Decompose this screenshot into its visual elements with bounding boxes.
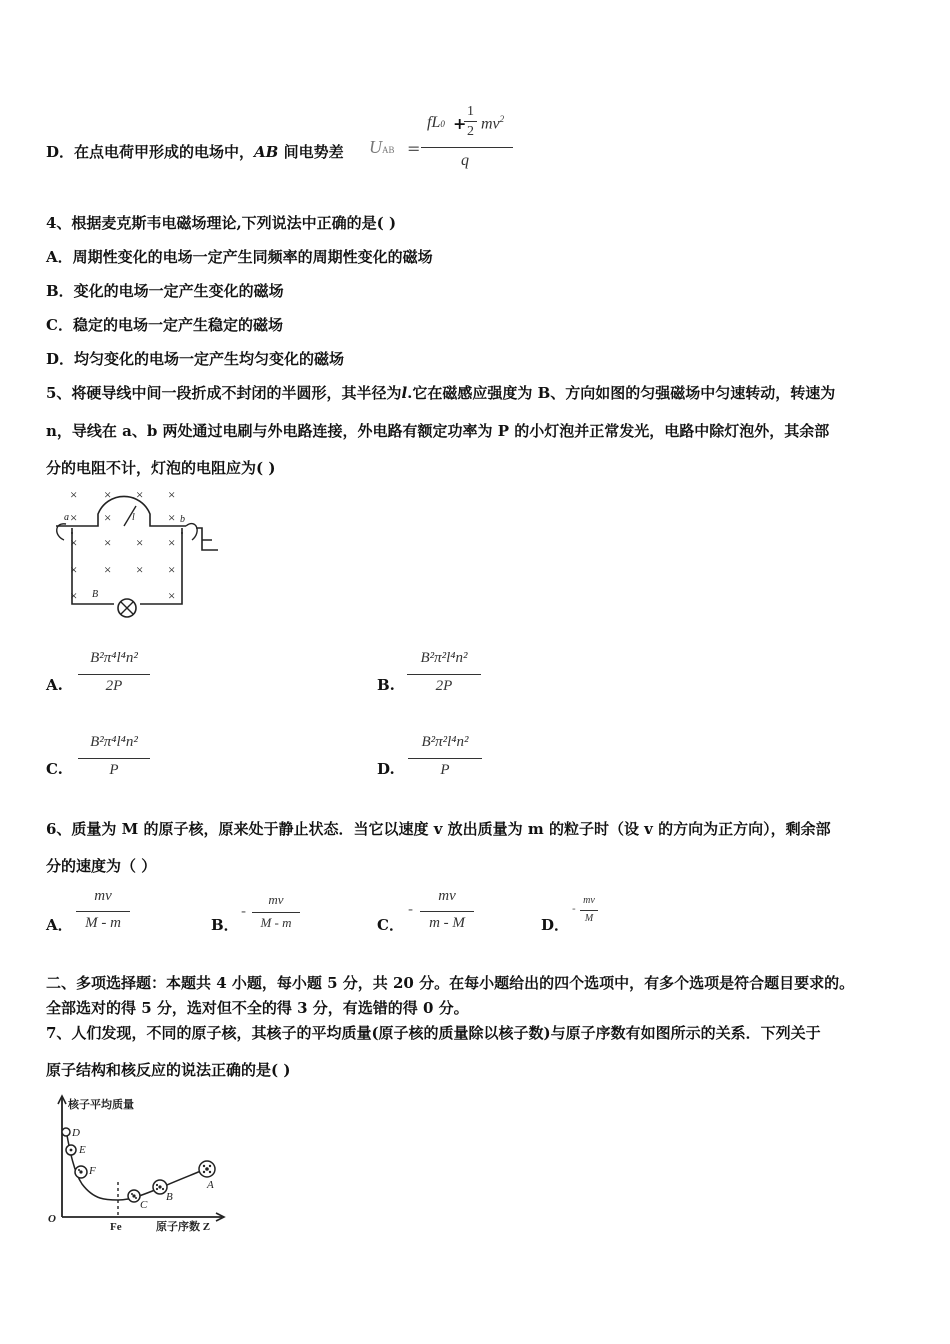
q7-point-d <box>62 1128 70 1136</box>
q5-option-a-den: 2P <box>105 678 123 694</box>
q6-option-a-fraction <box>76 888 130 936</box>
q5-label-a: a <box>64 512 69 523</box>
q6-stem-line2: 分的速度为（ ） <box>46 857 157 875</box>
q5-option-c-fraction <box>78 734 150 782</box>
q4-option-b: B．变化的电场一定产生变化的磁场 <box>46 282 284 300</box>
q3-half-bot: 2 <box>467 124 474 139</box>
q5-crank-handle <box>196 528 218 550</box>
q5-option-b-bar <box>407 674 481 675</box>
q3-option-d-mid: 间电势差 <box>278 143 344 161</box>
q3-option-d-ab: AB <box>254 143 279 161</box>
q6-option-b-sign: - <box>241 902 247 920</box>
q5-stem-line1-b: .它在磁感应强度为 B、方向如图的匀强磁场中匀速转动，转速为 <box>407 384 836 402</box>
q6-option-d-fraction <box>580 895 598 931</box>
q6-option-c-sign: - <box>408 900 414 918</box>
q5-option-c-num: B²π⁴l⁴n² <box>90 734 138 750</box>
q3-num-f-text: fL <box>427 114 441 131</box>
q5-circuit-figure <box>46 484 226 619</box>
q7-label-b: B <box>166 1191 173 1203</box>
q5-option-b-fraction <box>407 650 481 698</box>
q6-option-d-bar <box>580 910 598 911</box>
q6-option-c-label: C． <box>377 916 404 934</box>
q5-brushes <box>72 528 182 534</box>
section2-line1: 二、多项选择题：本题共 4 小题，每小题 5 分，共 20 分。在每小题给出的四个选项中，有多个选项是符合题目要求的。 <box>46 974 855 992</box>
section2-line2: 全部选对的得 5 分，选对但不全的得 3 分，有选错的得 0 分。 <box>46 999 469 1017</box>
q3-denominator: q <box>461 152 469 169</box>
q6-option-a-bar <box>76 911 130 912</box>
q7-stem-line2: 原子结构和核反应的说法正确的是( ) <box>46 1061 291 1079</box>
q6-option-b-label: B． <box>211 916 239 934</box>
svg-text:×: × <box>70 562 78 577</box>
q3-num-f <box>427 114 445 132</box>
q6-option-b-fraction <box>252 892 300 934</box>
q6-option-c-fraction <box>420 888 474 936</box>
q6-option-a-den: M - m <box>85 915 121 931</box>
q5-option-d-bar <box>408 758 482 759</box>
q5-label-l: l <box>132 512 135 523</box>
q4-option-c: C．稳定的电场一定产生稳定的磁场 <box>46 316 283 334</box>
q5-option-b-num: B²π²l⁴n² <box>420 650 468 666</box>
q5-outer-circuit <box>72 532 182 604</box>
q7-mass-graph <box>44 1092 234 1234</box>
q7-y-axis-label: 核子平均质量 <box>68 1099 134 1111</box>
q6-option-c-num: mv <box>438 888 456 904</box>
q5-option-a-fraction <box>78 650 150 698</box>
q5-stem-line1-a: 5、将硬导线中间一段折成不封闭的半圆形，其半径为 <box>46 384 402 402</box>
q3-num-f-sub: 0 <box>440 119 445 129</box>
q3-fraction-bar <box>421 147 513 148</box>
q3-fraction <box>421 104 513 176</box>
q7-label-d: D <box>72 1127 80 1139</box>
q7-label-e: E <box>79 1144 86 1156</box>
q3-half-bar <box>464 121 477 122</box>
q3-option-d-prefix: D．在点电荷甲形成的电场中， <box>46 143 255 161</box>
q6-stem-line1: 6、质量为 M 的原子核，原来处于静止状态．当它以速度 v 放出质量为 m 的粒子时（设 v 的方向为正方向），剩余部 <box>46 820 831 838</box>
q5-right-crank-arc <box>186 524 197 540</box>
q6-option-d-label: D． <box>541 916 570 934</box>
q3-u-subscript: AB <box>382 145 395 155</box>
q5-label-B: B <box>92 589 99 600</box>
svg-text:×: × <box>104 535 112 550</box>
q3-equals: = <box>407 139 421 158</box>
q5-option-b-den: 2P <box>435 678 453 694</box>
q7-stem-line1: 7、人们发现，不同的原子核，其核子的平均质量(原子核的质量除以核子数)与原子序数有如图所示的关系．下列关于 <box>46 1024 821 1042</box>
q4-stem: 4、根据麦克斯韦电磁场理论,下列说法中正确的是( ) <box>46 214 397 232</box>
svg-text:×: × <box>104 510 112 525</box>
q5-option-c-den: P <box>109 762 119 778</box>
svg-text:×: × <box>70 535 78 550</box>
svg-text:×: × <box>168 562 176 577</box>
q6-option-c-den: m - M <box>429 915 465 931</box>
q5-field-crosses <box>70 487 175 603</box>
svg-text:×: × <box>136 535 144 550</box>
q5-option-b-label: B. <box>377 676 395 694</box>
q6-option-a-num: mv <box>94 888 112 904</box>
q4-option-d: D．均匀变化的电场一定产生均匀变化的磁场 <box>46 350 345 368</box>
q6-option-d-den: M <box>584 913 594 924</box>
q6-option-d-sign: - <box>572 902 576 915</box>
q5-option-d-label: D. <box>377 760 395 778</box>
q5-stem-line3: 分的电阻不计，灯泡的电阻应为( ) <box>46 459 276 477</box>
q3-num-mv <box>481 114 504 133</box>
q5-option-a-label: A. <box>46 676 63 694</box>
svg-text:×: × <box>168 487 176 502</box>
q5-stem-line2: n，导线在 a、b 两处通过电刷与外电路连接，外电路有额定功率为 P 的小灯泡并正常发光，电路中除灯泡外，其余部 <box>46 422 830 440</box>
q7-nuclei-points <box>62 1128 215 1202</box>
q7-curve <box>66 1130 208 1200</box>
svg-text:×: × <box>168 535 176 550</box>
q5-option-c-bar <box>78 758 150 759</box>
q6-option-a-label: A． <box>46 916 73 934</box>
q5-option-d-num: B²π²l⁴n² <box>421 734 469 750</box>
q5-stem-line1-l: l <box>401 384 408 402</box>
svg-text:×: × <box>70 588 78 603</box>
svg-text:×: × <box>104 562 112 577</box>
q5-option-d-den: P <box>440 762 450 778</box>
q4-option-a: A．周期性变化的电场一定产生同频率的周期性变化的磁场 <box>46 248 433 266</box>
q3-num-mv-sq: 2 <box>499 114 505 124</box>
q3-half-top: 1 <box>467 104 474 119</box>
svg-text:×: × <box>104 487 112 502</box>
q5-option-d-fraction <box>408 734 482 782</box>
svg-text:×: × <box>168 588 176 603</box>
q7-label-c: C <box>140 1199 148 1211</box>
q3-num-plus: + <box>453 114 467 133</box>
q3-u-letter: U <box>369 137 382 157</box>
q5-stem-line1 <box>46 382 835 403</box>
q7-origin-label: O <box>48 1213 56 1225</box>
svg-text:×: × <box>136 487 144 502</box>
svg-text:×: × <box>70 487 78 502</box>
q7-label-f: F <box>89 1165 96 1177</box>
q3-num-mv-text: mv <box>481 115 500 133</box>
svg-text:×: × <box>168 510 176 525</box>
q5-option-c-label: C. <box>46 760 63 778</box>
q3-u-symbol <box>369 137 395 158</box>
q3-option-d <box>46 141 344 162</box>
q6-option-b-den: M - m <box>260 915 292 930</box>
q5-option-a-num: B²π⁴l⁴n² <box>90 650 138 666</box>
q7-x-axis-label: 原子序数 Z <box>156 1221 211 1233</box>
q7-fe-label: Fe <box>110 1221 122 1233</box>
q6-option-b-num: mv <box>268 892 284 907</box>
svg-text:×: × <box>70 510 78 525</box>
q5-option-a-bar <box>78 674 150 675</box>
q6-option-c-bar <box>420 911 474 912</box>
q6-option-d-num: mv <box>583 895 595 906</box>
q5-label-b: b <box>180 514 185 525</box>
q7-label-a: A <box>207 1179 214 1191</box>
svg-text:×: × <box>136 562 144 577</box>
q6-option-b-bar <box>252 912 300 913</box>
